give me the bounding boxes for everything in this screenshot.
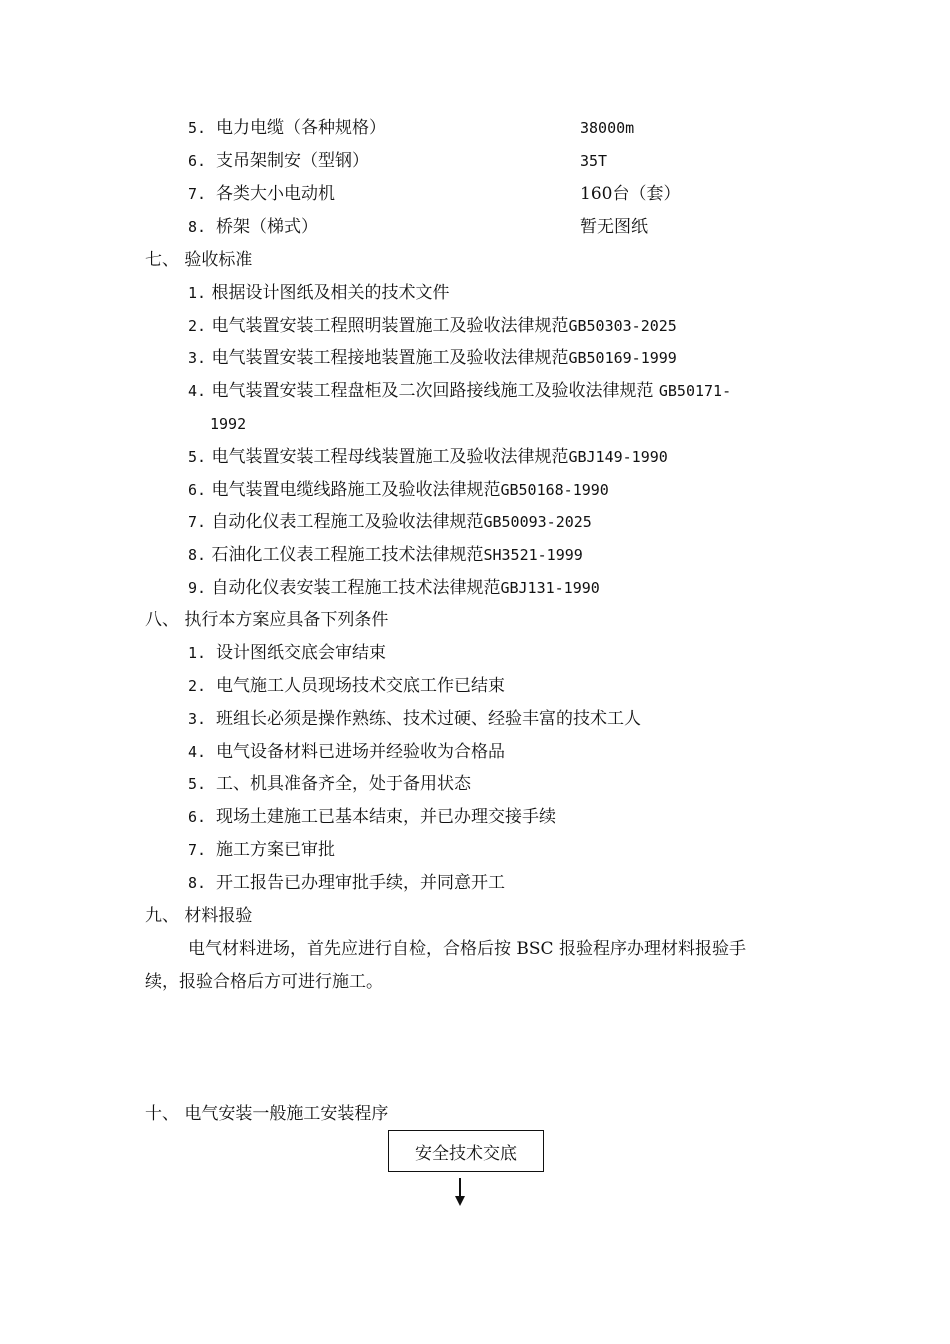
item-number: 4. (188, 382, 207, 400)
standard-item (188, 480, 609, 500)
item-text: 班组长必须是操作熟练、技术过硬、经验丰富的技术工人 (216, 709, 641, 729)
condition-item (188, 643, 386, 663)
standard-item (188, 545, 583, 565)
condition-item (188, 676, 505, 696)
section-heading-9: 九、 材料报验 (145, 906, 253, 926)
standard-code: GB50093-2025 (483, 513, 592, 531)
item-number: 7. (188, 185, 207, 203)
condition-item (188, 774, 471, 794)
item-text: 电气装置电缆线路施工及验收法律规范 (211, 480, 501, 500)
item-number: 6. (188, 808, 207, 826)
item-number: 7. (188, 841, 207, 859)
item-number: 6. (188, 481, 207, 499)
item-number: 9. (188, 579, 207, 597)
item-number: 8. (188, 218, 207, 236)
section-heading-7: 七、 验收标准 (145, 250, 253, 270)
item-text: 施工方案已审批 (216, 840, 335, 860)
item-text: 设计图纸交底会审结束 (216, 643, 386, 663)
material-qty: 38000m (580, 119, 635, 137)
standard-code: GB50303-2025 (568, 317, 677, 335)
item-name: 电力电缆（各种规格） (216, 118, 386, 138)
item-text: 石油化工仪表工程施工技术法律规范 (211, 545, 484, 565)
item-text: 现场土建施工已基本结束，并已办理交接手续 (216, 807, 556, 827)
item-text: 根据设计图纸及相关的技术文件 (211, 283, 450, 303)
condition-item (188, 840, 335, 860)
standard-code-continued: 1992 (210, 415, 247, 433)
condition-item (188, 709, 641, 729)
down-arrow-icon (455, 1196, 465, 1206)
material-item (188, 151, 369, 171)
item-number: 5. (188, 119, 207, 137)
material-item (188, 184, 335, 204)
material-qty: 暂无图纸 (580, 217, 648, 237)
standard-item (188, 447, 668, 467)
standard-code: GB50171- (658, 382, 732, 400)
item-text: 电气装置安装工程照明装置施工及验收法律规范 (211, 316, 569, 336)
paragraph-line: 电气材料进场，首先应进行自检，合格后按 BSC 报验程序办理材料报验手 (188, 939, 746, 959)
flow-arrow-shaft (459, 1178, 461, 1198)
condition-item (188, 742, 505, 762)
item-text: 电气装置安装工程母线装置施工及验收法律规范 (211, 447, 569, 467)
item-number: 2. (188, 317, 207, 335)
standard-item (188, 578, 600, 598)
item-number: 1. (188, 284, 207, 302)
item-number: 2. (188, 677, 207, 695)
item-number: 4. (188, 743, 207, 761)
standard-code: GB50169-1999 (568, 349, 677, 367)
item-number: 3. (188, 349, 207, 367)
condition-item (188, 873, 505, 893)
standard-item (188, 512, 592, 532)
item-number: 8. (188, 546, 207, 564)
standard-code: GBJ131-1990 (500, 579, 600, 597)
item-number: 3. (188, 710, 207, 728)
standard-code: GBJ149-1990 (568, 448, 668, 466)
flowchart-step-label: 安全技术交底 (415, 1143, 517, 1164)
item-text: 电气设备材料已进场并经验收为合格品 (216, 742, 505, 762)
material-item (188, 217, 318, 237)
item-number: 1. (188, 644, 207, 662)
standard-item (188, 348, 677, 368)
item-name: 桥架（梯式） (216, 217, 318, 237)
item-number: 8. (188, 874, 207, 892)
item-name: 支吊架制安（型钢） (216, 151, 369, 171)
standard-item (188, 316, 677, 336)
standard-code: SH3521-1999 (483, 546, 583, 564)
item-name: 各类大小电动机 (216, 184, 335, 204)
item-text: 电气装置安装工程接地装置施工及验收法律规范 (211, 348, 569, 368)
standard-item (188, 381, 731, 401)
item-number: 5. (188, 775, 207, 793)
paragraph-line: 续，报验合格后方可进行施工。 (145, 972, 383, 992)
standard-item (188, 283, 449, 303)
item-text: 电气施工人员现场技术交底工作已结束 (216, 676, 505, 696)
flowchart-step-box (388, 1130, 544, 1172)
standard-code: GB50168-1990 (500, 481, 609, 499)
material-item (188, 118, 386, 138)
item-text: 自动化仪表安装工程施工技术法律规范 (211, 578, 501, 598)
material-qty: 35T (580, 152, 608, 170)
section-heading-10: 十、 电气安装一般施工安装程序 (145, 1104, 389, 1124)
item-text: 自动化仪表工程施工及验收法律规范 (211, 512, 484, 532)
condition-item (188, 807, 556, 827)
item-text: 开工报告已办理审批手续，并同意开工 (216, 873, 505, 893)
item-text: 电气装置安装工程盘柜及二次回路接线施工及验收法律规范 (211, 381, 654, 401)
item-number: 6. (188, 152, 207, 170)
material-qty: 160台（套） (580, 184, 681, 204)
item-text: 工、机具准备齐全，处于备用状态 (216, 774, 471, 794)
item-number: 7. (188, 513, 207, 531)
section-heading-8: 八、 执行本方案应具备下列条件 (145, 610, 389, 630)
item-number: 5. (188, 448, 207, 466)
